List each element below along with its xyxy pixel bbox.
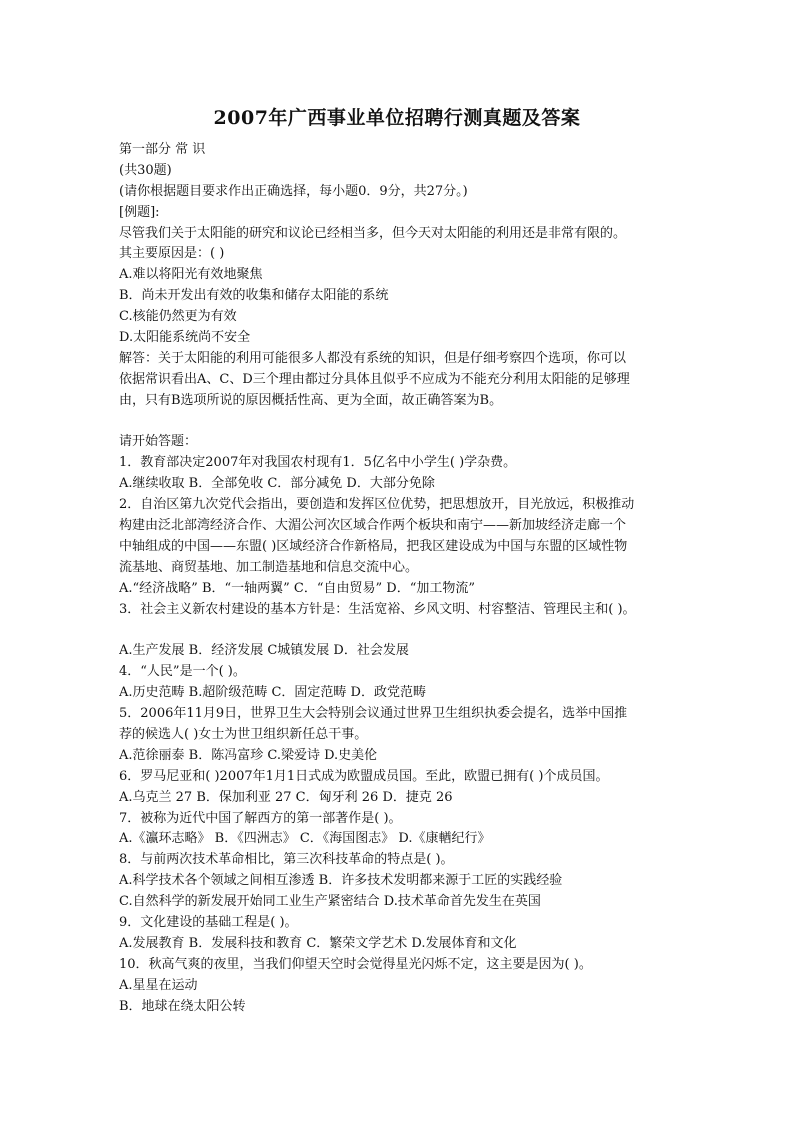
text-line: A.《瀛环志略》 B．《四洲志》 C．《海国图志》 D.《康輶纪行》 [119, 831, 491, 847]
text-line: 1．教育部决定2007年对我国农村现有1．5亿名中小学生( )学杂费。 [119, 455, 517, 471]
text-line: A.科学技术各个领域之间相互渗透 B．许多技术发明都来源于工匠的实践经验 [119, 873, 563, 889]
text-line: 8．与前两次技术革命相比，第三次科技革命的特点是( )。 [119, 852, 454, 868]
text-line: 10．秋高气爽的夜里，当我们仰望天空时会觉得星光闪烁不定，这主要是因为( )。 [119, 956, 592, 972]
text-line: (共30题) [119, 162, 172, 178]
text-line: A.生产发展 B．经济发展 C城镇发展 D．社会发展 [119, 643, 409, 659]
text-line: A.发展教育 B．发展科技和教育 C．繁荣文学艺术 D.发展体育和文化 [119, 935, 517, 951]
text-line: 尽管我们关于太阳能的研究和议论已经相当多，但今天对太阳能的利用还是非常有限的。 [119, 225, 627, 241]
text-line: C.自然科学的新发展开始同工业生产紧密结合 D.技术革命首先发生在英国 [119, 894, 541, 910]
text-line: 3．社会主义新农村建设的基本方针是：生活宽裕、乡风文明、村容整洁、管理民主和( )。 [119, 601, 636, 617]
text-line: B．尚未开发出有效的收集和储存太阳能的系统 [119, 288, 389, 304]
text-line: 7．被称为近代中国了解西方的第一部著作是( )。 [119, 810, 402, 826]
text-line: 构建由泛北部湾经济合作、大湄公河次区域合作两个板块和南宁——新加坡经济走廊一个 [119, 518, 627, 534]
text-line: 由，只有B选项所说的原因概括性高、更为全面，故正确答案为B。 [119, 392, 503, 408]
text-line: 9．文化建设的基础工程是( )。 [119, 914, 298, 930]
text-line: A.历史范畴 B.超阶级范畴 C．固定范畴 D．政党范畴 [119, 685, 426, 701]
document-body [119, 140, 685, 1017]
text-line: 第一部分 常 识 [119, 142, 206, 157]
text-line: [例题]: [119, 204, 160, 220]
text-line: 请开始答题： [119, 434, 198, 450]
text-line: 依据常识看出A、C、D三个理由都过分具体且似乎不应成为不能充分利用太阳能的足够理 [119, 371, 630, 387]
text-line: D.太阳能系统尚不安全 [119, 330, 251, 346]
text-line: A.继续收取 B．全部免收 C．部分减免 D．大部分免除 [119, 476, 435, 492]
text-line: (请你根据题目要求作出正确选择，每小题0．9分，共27分。) [119, 183, 468, 199]
text-line: A.范徐丽泰 B．陈冯富珍 C.梁爱诗 D.史美伦 [119, 747, 378, 763]
text-line: 4．“人民”是一个( )。 [119, 664, 246, 680]
text-line: A.星星在运动 [119, 977, 198, 993]
text-line: A.难以将阳光有效地聚焦 [119, 267, 263, 283]
document-title: 2007年广西事业单位招聘行测真题及答案 [213, 107, 581, 129]
text-line: 中轴组成的中国——东盟( )区域经济合作新格局，把我区建设成为中国与东盟的区域性物 [119, 538, 628, 554]
text-line: C.核能仍然更为有效 [119, 309, 237, 325]
text-line: 6．罗马尼亚和( )2007年1月1日式成为欧盟成员国。至此，欧盟已拥有( )个成员国。 [119, 768, 609, 784]
text-line: 其主要原因是：( ) [119, 246, 225, 262]
text-line: 解答：关于太阳能的利用可能很多人都没有系统的知识，但是仔细考察四个选项，你可以 [119, 350, 627, 366]
text-line: A.乌克兰 27 B．保加利亚 27 C．匈牙利 26 D．捷克 26 [119, 789, 453, 805]
text-line [119, 620, 685, 641]
text-line: 5．2006年11月9日，世界卫生大会特别会议通过世界卫生组织执委会提名，选举中国推 [119, 706, 628, 722]
text-line: 流基地、商贸基地、加工制造基地和信息交流中心。 [119, 559, 419, 575]
text-line: B．地球在绕太阳公转 [119, 998, 246, 1014]
text-line: 2．自治区第九次党代会指出，要创造和发挥区位优势，把思想放开，目光放远，积极推动 [119, 497, 635, 513]
text-line: 荐的候选人( )女士为世卫组织新任总干事。 [119, 726, 368, 742]
text-line [119, 412, 685, 433]
text-line: A.“经济战略” B．“一轴两翼” C．“自由贸易” D．“加工物流” [119, 580, 476, 596]
